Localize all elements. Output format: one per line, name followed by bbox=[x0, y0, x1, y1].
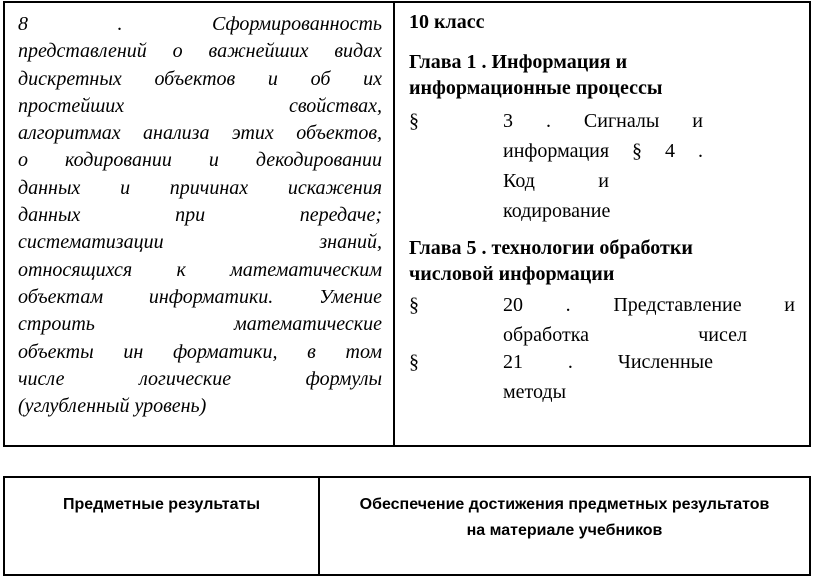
paragraph-line: информация § 4 . bbox=[503, 140, 703, 162]
subject-results-header: Предметные результаты bbox=[62, 496, 261, 513]
paragraph-20-text bbox=[503, 290, 795, 350]
description-line: строить математические bbox=[18, 313, 382, 336]
description-line: объекты ин форматики, в том bbox=[18, 340, 382, 363]
chapter-5-line1: Глава 5 . технологии обработки bbox=[409, 237, 693, 259]
description-line: систематизации знаний, bbox=[18, 231, 382, 254]
paragraph-line: 21 . Численные bbox=[503, 351, 713, 373]
section-sign: § bbox=[409, 294, 419, 316]
paragraph-line: 20 . Представление и bbox=[503, 294, 795, 316]
paragraph-line: кодирование bbox=[503, 200, 611, 222]
description-line: дискретных объектов и об их bbox=[18, 67, 382, 90]
chapter-5-line2: числовой информации bbox=[409, 263, 615, 285]
description-line: данных и причинах искажения bbox=[18, 176, 382, 199]
description-line: 8 . Сформированность bbox=[18, 13, 382, 35]
results-header-table bbox=[3, 476, 811, 576]
chapter-1-heading bbox=[409, 49, 662, 101]
description-line: объектам информатики. Умение bbox=[18, 285, 382, 308]
achievement-support-header bbox=[320, 492, 809, 544]
header-line: Обеспечение достижения предметных результатов bbox=[359, 496, 770, 513]
competency-description bbox=[18, 11, 382, 420]
competency-table bbox=[3, 1, 811, 447]
chapter-1-line2: информационные процессы bbox=[409, 77, 663, 99]
description-line: (углубленный уровень) bbox=[18, 395, 207, 418]
description-line: числе логические формулы bbox=[18, 367, 382, 390]
grade-heading: 10 класс bbox=[409, 11, 485, 33]
paragraph-line: 3 . Сигналы и bbox=[503, 110, 703, 132]
section-sign: § bbox=[409, 110, 419, 132]
chapter-5-heading bbox=[409, 235, 693, 287]
paragraph-3-text bbox=[503, 106, 703, 226]
column-divider bbox=[393, 3, 395, 445]
description-line: алгоритмах анализа этих объектов, bbox=[18, 122, 382, 145]
paragraph-line: обработка чисел bbox=[503, 324, 747, 346]
header-line: на материале учебников bbox=[466, 522, 663, 539]
description-line: относящихся к математическим bbox=[18, 258, 382, 281]
chapter-1-line1: Глава 1 . Информация и bbox=[409, 51, 628, 73]
description-line: простейших свойствах, bbox=[18, 94, 382, 117]
description-line: данных при передаче; bbox=[18, 204, 382, 227]
description-line: о кодировании и декодировании bbox=[18, 149, 382, 172]
paragraph-line: Код и bbox=[503, 170, 609, 192]
paragraph-21-text bbox=[503, 347, 713, 407]
paragraph-line: методы bbox=[503, 381, 567, 403]
description-line: представлений о важнейших видах bbox=[18, 40, 382, 63]
section-sign: § bbox=[409, 351, 419, 373]
